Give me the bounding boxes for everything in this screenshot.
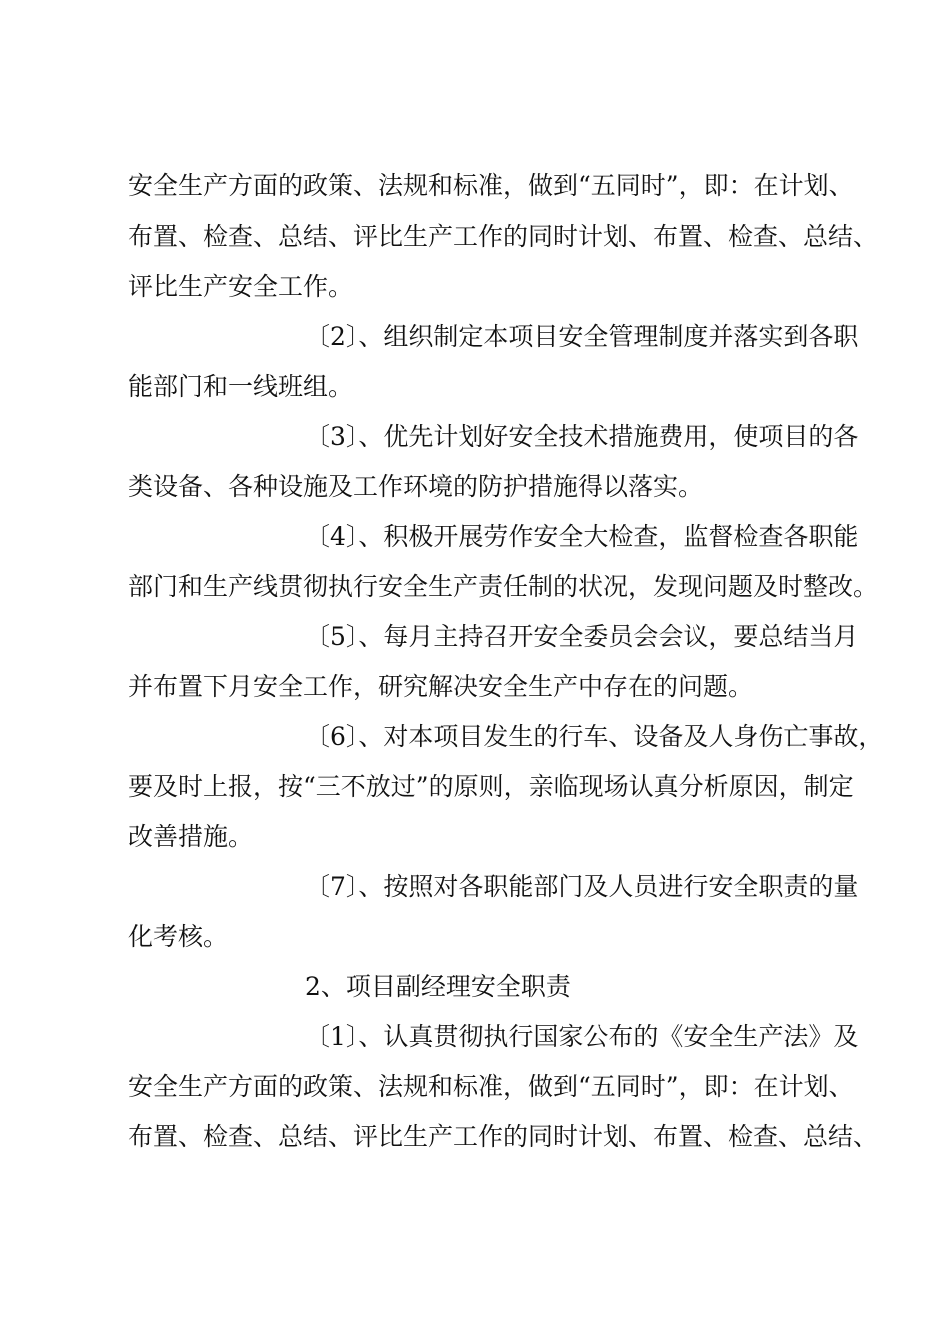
text-line: 改善措施。 (128, 822, 254, 851)
text-line: 安全生产方面的政策、法规和标准，做到“五同时”，即：在计划、 (128, 171, 854, 200)
text-line: 部门和生产线贯彻执行安全生产责任制的状况，发现问题及时整改。 (128, 572, 879, 601)
text-line: 〔7〕、按照对各职能部门及人员进行安全职责的量 (305, 872, 859, 901)
text-line: 要及时上报，按“三不放过”的原则，亲临现场认真分析原因，制定 (128, 772, 854, 801)
text-line: 〔6〕、对本项目发生的行车、设备及人身伤亡事故， (305, 722, 884, 751)
text-line: 类设备、各种设施及工作环境的防护措施得以落实。 (128, 472, 704, 501)
text-line: 布置、检查、总结、评比生产工作的同时计划、布置、检查、总结、 (128, 222, 879, 251)
text-line: 并布置下月安全工作，研究解决安全生产中存在的问题。 (128, 672, 754, 701)
text-line: 能部门和一线班组。 (128, 372, 354, 401)
text-line: 〔2〕、组织制定本项目安全管理制度并落实到各职 (305, 322, 859, 351)
section-heading: 2、项目副经理安全职责 (305, 972, 571, 1001)
text-line: 〔3〕、优先计划好安全技术措施费用，使项目的各 (305, 422, 859, 451)
text-line: 〔1〕、认真贯彻执行国家公布的《安全生产法》及 (305, 1022, 859, 1051)
text-line: 安全生产方面的政策、法规和标准，做到“五同时”，即：在计划、 (128, 1072, 854, 1101)
text-line: 化考核。 (128, 922, 229, 951)
text-line: 〔4〕、积极开展劳作安全大检查，监督检查各职能 (305, 522, 859, 551)
text-line: 〔5〕、每月主持召开安全委员会会议，要总结当月 (305, 622, 859, 651)
text-line: 布置、检查、总结、评比生产工作的同时计划、布置、检查、总结、 (128, 1122, 879, 1151)
text-line: 评比生产安全工作。 (128, 272, 354, 301)
